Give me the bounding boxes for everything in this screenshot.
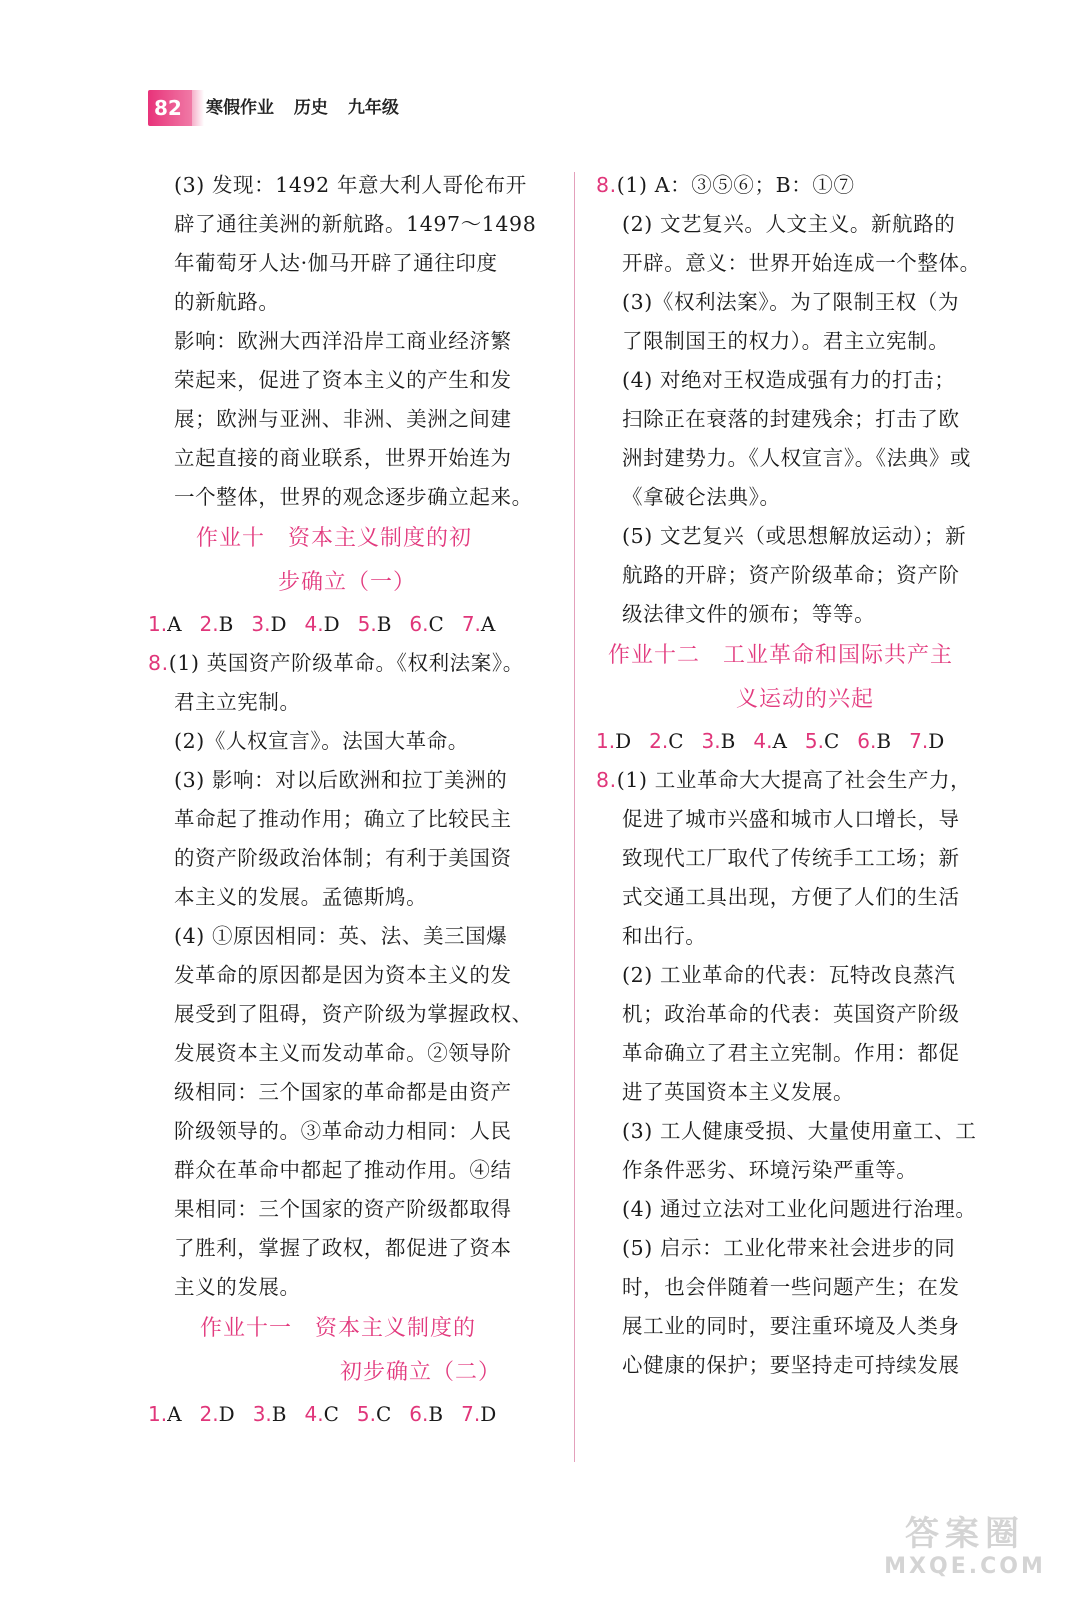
text-line: 了胜利，掌握了政权，都促进了资本 [174, 1236, 512, 1260]
answer-item: 4.C [304, 1402, 339, 1426]
text-line: 进了英国资本主义发展。 [622, 1080, 855, 1104]
answer-item: 5.B [357, 612, 392, 636]
text-line: (4) ①原因相同：英、法、美三国爆 [174, 924, 508, 948]
section-heading-12: 作业十二 工业革命和国际共产主 [608, 643, 954, 668]
text-line: 心健康的保护；要坚持走可持续发展 [622, 1353, 960, 1377]
text-line: 的资产阶级政治体制；有利于美国资 [174, 846, 512, 870]
text-line: 8.(1) A：③⑤⑥；B：①⑦ [596, 173, 855, 197]
answer-item: 1.D [596, 729, 632, 753]
text-line: (5) 文艺复兴（或思想解放运动）；新 [622, 524, 967, 548]
text-line: 级法律文件的颁布；等等。 [622, 602, 876, 626]
answer-item: 2.D [199, 1402, 235, 1426]
text-line: (4) 通过立法对工业化问题进行治理。 [622, 1197, 977, 1221]
text-line: (2)《人权宣言》。法国大革命。 [174, 729, 469, 753]
section-heading-11: 作业十一 资本主义制度的 [200, 1316, 477, 1341]
answer-item: 7.A [461, 612, 496, 636]
text-line: 展工业的同时，要注重环境及人类身 [622, 1314, 960, 1338]
answer-item: 5.C [804, 729, 840, 753]
text-line: 8.(1) 英国资产阶级革命。《权利法案》。 [148, 651, 524, 675]
text-line: 影响：欧洲大西洋沿岸工商业经济繁 [174, 329, 512, 353]
answer-item: 2.C [649, 729, 684, 753]
answer-item: 6.C [409, 612, 444, 636]
text-line: 促进了城市兴盛和城市人口增长，导 [622, 807, 960, 831]
answer-item: 7.D [909, 729, 945, 753]
text-line: (5) 启示：工业化带来社会进步的同 [622, 1236, 956, 1260]
text-line: 式交通工具出现，方便了人们的生活 [622, 885, 960, 909]
section-heading-12-cont: 义运动的兴起 [736, 687, 875, 712]
text-line: (2) 工业革命的代表：瓦特改良蒸汽 [622, 963, 956, 987]
text-line: 革命确立了君主立宪制。作用：都促 [622, 1041, 960, 1065]
text-line: 发革命的原因都是因为资本主义的发 [174, 963, 512, 987]
answer-item: 2.B [199, 612, 234, 636]
text-line: (4) 对绝对王权造成强有力的打击； [622, 368, 956, 392]
text-line: 级相同：三个国家的革命都是由资产 [174, 1080, 512, 1104]
book-name: 寒假作业 [206, 98, 274, 118]
page-header [148, 90, 448, 130]
grade-name: 九年级 [347, 98, 399, 118]
text-line: 革命起了推动作用；确立了比较民主 [174, 807, 512, 831]
watermark-top: 答案圈 [905, 1514, 1025, 1554]
answer-item: 6.B [857, 729, 892, 753]
text-line: 阶级领导的。③革命动力相同：人民 [174, 1119, 512, 1143]
text-line: 发展资本主义而发动革命。②领导阶 [174, 1041, 512, 1065]
text-line: 开辟。意义：世界开始连成一个整体。 [622, 251, 981, 275]
answer-item: 3.B [252, 1402, 287, 1426]
text-line: (3) 工人健康受损、大量使用童工、工 [622, 1119, 977, 1143]
answer-item: 3.D [251, 612, 287, 636]
book-title [206, 90, 413, 126]
text-line: 荣起来，促进了资本主义的产生和发 [174, 368, 512, 392]
answer-item: 6.B [409, 1402, 444, 1426]
text-line: 展；欧洲与亚洲、非洲、美洲之间建 [174, 407, 512, 431]
page-number-fade [192, 90, 204, 126]
text-line: 展受到了阻碍，资产阶级为掌握政权、 [174, 1002, 533, 1026]
text-line: 时，也会伴随着一些问题产生；在发 [622, 1275, 960, 1299]
answer-item: 4.D [304, 612, 340, 636]
text-line: 扫除正在衰落的封建残余；打击了欧 [622, 407, 960, 431]
subject-name: 历史 [293, 98, 328, 118]
section-heading-11-cont: 初步确立（二） [340, 1360, 502, 1385]
answer-item: 4.A [753, 729, 787, 753]
answer-item: 3.B [701, 729, 736, 753]
left-column [148, 166, 558, 1434]
text-line: 群众在革命中都起了推动作用。④结 [174, 1158, 512, 1182]
text-line: 8.(1) 工业革命大大提高了社会生产力， [596, 768, 972, 792]
text-line: 本主义的发展。孟德斯鸠。 [174, 885, 428, 909]
section-heading-10: 作业十 资本主义制度的初 [196, 526, 473, 551]
text-line: 了限制国王的权力）。君主立宪制。 [622, 329, 950, 353]
text-line: 年葡萄牙人达·伽马开辟了通往印度 [174, 251, 498, 275]
section-heading-10-cont: 步确立（一） [278, 570, 417, 595]
text-line: 主义的发展。 [174, 1275, 301, 1299]
text-line: 立起直接的商业联系，世界开始连为 [174, 446, 512, 470]
text-line: (3) 影响：对以后欧洲和拉丁美洲的 [174, 768, 508, 792]
answer-row-12 [596, 722, 1012, 761]
text-line: 航路的开辟；资产阶级革命；资产阶 [622, 563, 960, 587]
answer-item: 5.C [356, 1402, 392, 1426]
text-line: 机；政治革命的代表：英国资产阶级 [622, 1002, 960, 1026]
watermark-bottom: MXQE.COM [884, 1554, 1046, 1579]
column-divider [574, 172, 575, 1462]
text-line: (3)《权利法案》。为了限制王权（为 [622, 290, 960, 314]
page-number: 82 [148, 90, 192, 126]
text-line: 作条件恶劣、环境污染严重等。 [622, 1158, 918, 1182]
answer-row-10 [148, 605, 558, 644]
text-line: (2) 文艺复兴。人文主义。新航路的 [622, 212, 956, 236]
text-line: 的新航路。 [174, 290, 280, 314]
text-line: 洲封建势力。《人权宣言》。《法典》或 [622, 446, 972, 470]
text-line: 和出行。 [622, 924, 707, 948]
text-line: (3) 发现：1492 年意大利人哥伦布开 [174, 173, 527, 197]
text-line: 辟了通往美洲的新航路。1497～1498 [174, 212, 537, 236]
text-line: 果相同：三个国家的资产阶级都取得 [174, 1197, 512, 1221]
answer-item: 1.A [148, 612, 182, 636]
watermark-logo [850, 1514, 1080, 1584]
text-line: 《拿破仑法典》。 [622, 485, 781, 509]
text-line: 一个整体，世界的观念逐步确立起来。 [174, 485, 533, 509]
right-column [596, 166, 1012, 1385]
answer-item: 7.D [461, 1402, 497, 1426]
answer-row-11 [148, 1395, 558, 1434]
text-line: 君主立宪制。 [174, 690, 301, 714]
answer-item: 1.A [148, 1402, 182, 1426]
text-line: 致现代工厂取代了传统手工工场；新 [622, 846, 960, 870]
